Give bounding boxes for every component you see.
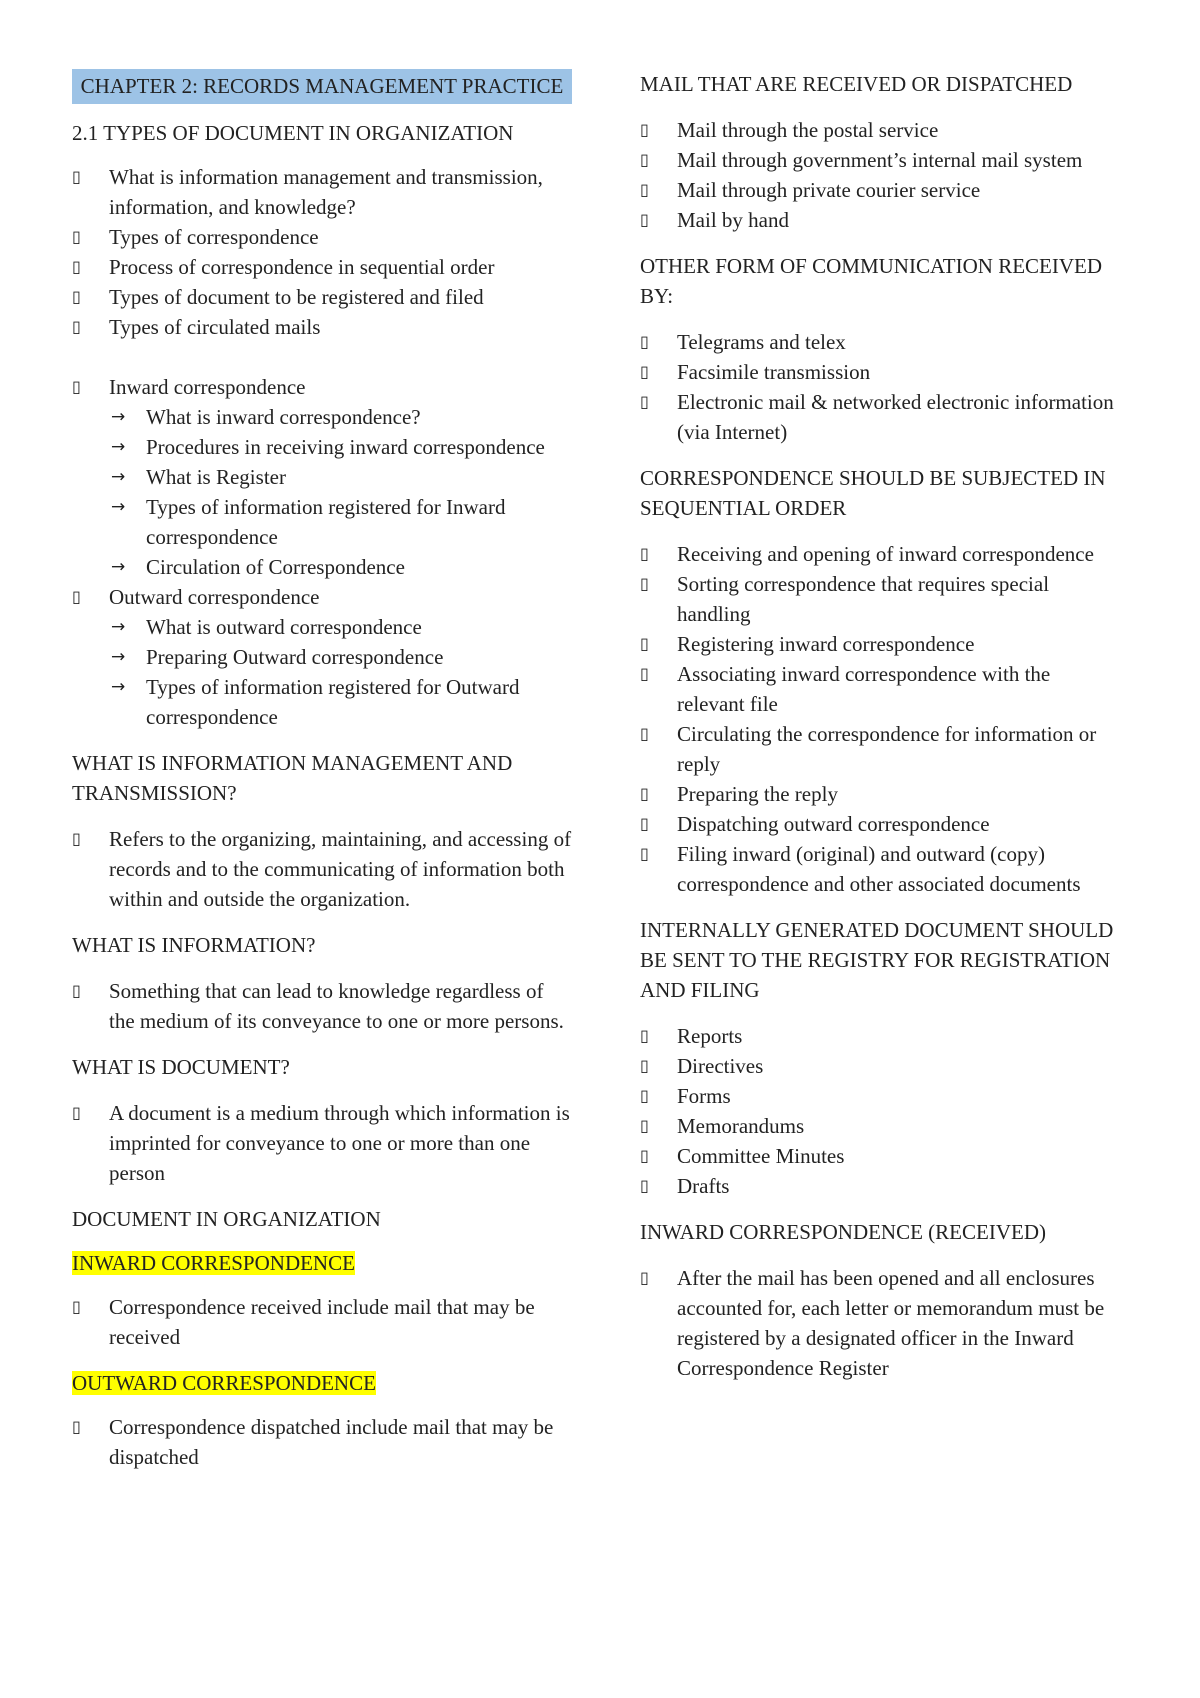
- section-heading: WHAT IS INFORMATION?: [72, 933, 316, 957]
- list-item: ▯ Something that can lead to knowledge regardless of the medium of its conveyance to one or more persons.: [72, 976, 572, 1036]
- section-heading: CORRESPONDENCE SHOULD BE SUBJECTED IN SEQUENTIAL ORDER: [640, 466, 1106, 520]
- highlighted-heading-wrap: [72, 1248, 572, 1278]
- sub-item: → What is Register: [109, 462, 572, 492]
- list-item: ▯ Correspondence dispatched include mail that may be dispatched: [72, 1412, 572, 1472]
- sub-item: → Procedures in receiving inward correspondence: [109, 432, 572, 462]
- list-item: ▯ Circulating the correspondence for information or reply: [640, 719, 1118, 779]
- list-item: ▯ Types of document to be registered and filed: [72, 282, 572, 312]
- list-item: ▯ After the mail has been opened and all enclosures accounted for, each letter or memorandum must be registered by a designated officer in the Inward Correspondence Register: [640, 1263, 1118, 1383]
- bullet-list: [72, 1292, 572, 1352]
- section-heading: INTERNALLY GENERATED DOCUMENT SHOULD BE SENT TO THE REGISTRY FOR REGISTRATION AND FILING: [640, 918, 1114, 1002]
- list-item: ▯ Filing inward (original) and outward (copy) correspondence and other associated documents: [640, 839, 1118, 899]
- list-item: ▯ Facsimile transmission: [640, 357, 1118, 387]
- correspondence-outline: [72, 372, 572, 732]
- list-item: ▯ Telegrams and telex: [640, 327, 1118, 357]
- list-item: ▯ Reports: [640, 1021, 1118, 1051]
- bullet-list: [72, 1412, 572, 1472]
- list-item: ▯ Dispatching outward correspondence: [640, 809, 1118, 839]
- list-item: ▯ Correspondence received include mail that may be received: [72, 1292, 572, 1352]
- bullet-list: [640, 115, 1118, 235]
- list-item: ▯ Committee Minutes: [640, 1141, 1118, 1171]
- list-item: ▯ Refers to the organizing, maintaining, and accessing of records and to the communicating of information both within and outside the organization.: [72, 824, 572, 914]
- list-item: ▯ Drafts: [640, 1171, 1118, 1201]
- bullet-list: [72, 976, 572, 1036]
- section-heading: WHAT IS INFORMATION MANAGEMENT AND TRANSMISSION?: [72, 751, 513, 805]
- toc-list: [72, 162, 572, 342]
- list-item: ▯ Mail through the postal service: [640, 115, 1118, 145]
- list-item: ▯ Electronic mail & networked electronic information (via Internet): [640, 387, 1118, 447]
- sub-item: → Types of information registered for Inward correspondence: [109, 492, 572, 552]
- section-heading: INWARD CORRESPONDENCE (RECEIVED): [640, 1220, 1046, 1244]
- list-item: ▯ Mail through private courier service: [640, 175, 1118, 205]
- list-item: ▯ Directives: [640, 1051, 1118, 1081]
- section-heading: OTHER FORM OF COMMUNICATION RECEIVED BY:: [640, 254, 1103, 308]
- bullet-list: [72, 1098, 572, 1188]
- list-item: ▯ Types of correspondence: [72, 222, 572, 252]
- outline-item-inward: [72, 372, 572, 582]
- outward-sublist: [109, 612, 572, 732]
- left-column: [72, 69, 572, 1488]
- section-heading: WHAT IS DOCUMENT?: [72, 1055, 290, 1079]
- section-heading: MAIL THAT ARE RECEIVED OR DISPATCHED: [640, 72, 1073, 96]
- bullet-list: [640, 1263, 1118, 1383]
- right-column: [640, 69, 1118, 1399]
- list-item: ▯ Forms: [640, 1081, 1118, 1111]
- list-item: ▯ A document is a medium through which information is imprinted for conveyance to one or more than one person: [72, 1098, 572, 1188]
- list-item: ▯ Sorting correspondence that requires special handling: [640, 569, 1118, 629]
- sub-item: → Types of information registered for Outward correspondence: [109, 672, 572, 732]
- highlighted-heading: OUTWARD CORRESPONDENCE: [72, 1371, 376, 1395]
- list-item: ▯ Mail through government’s internal mail system: [640, 145, 1118, 175]
- list-item: ▯ Preparing the reply: [640, 779, 1118, 809]
- outline-label: Outward correspondence: [109, 585, 320, 609]
- list-item: ▯ Receiving and opening of inward correspondence: [640, 539, 1118, 569]
- outline-label: Inward correspondence: [109, 375, 306, 399]
- list-item: ▯ Process of correspondence in sequential order: [72, 252, 572, 282]
- chapter-title: CHAPTER 2: RECORDS MANAGEMENT PRACTICE: [72, 69, 572, 104]
- highlighted-heading: INWARD CORRESPONDENCE: [72, 1251, 355, 1275]
- bullet-list: [640, 327, 1118, 447]
- list-item: ▯ What is information management and transmission, information, and knowledge?: [72, 162, 572, 222]
- sub-item: → Preparing Outward correspondence: [109, 642, 572, 672]
- sub-item: → Circulation of Correspondence: [109, 552, 572, 582]
- bullet-list: [640, 539, 1118, 899]
- list-item: ▯ Registering inward correspondence: [640, 629, 1118, 659]
- list-item: ▯ Types of circulated mails: [72, 312, 572, 342]
- list-item: ▯ Memorandums: [640, 1111, 1118, 1141]
- list-item: ▯ Associating inward correspondence with the relevant file: [640, 659, 1118, 719]
- highlighted-heading-wrap: [72, 1368, 572, 1398]
- section-heading: DOCUMENT IN ORGANIZATION: [72, 1207, 381, 1231]
- bullet-list: [640, 1021, 1118, 1201]
- spacer: [72, 342, 572, 372]
- outline-item-outward: [72, 582, 572, 732]
- list-item: ▯ Mail by hand: [640, 205, 1118, 235]
- sub-item: → What is outward correspondence: [109, 612, 572, 642]
- sub-item: → What is inward correspondence?: [109, 402, 572, 432]
- inward-sublist: [109, 402, 572, 582]
- section-title: 2.1 TYPES OF DOCUMENT IN ORGANIZATION: [72, 121, 514, 145]
- bullet-list: [72, 824, 572, 914]
